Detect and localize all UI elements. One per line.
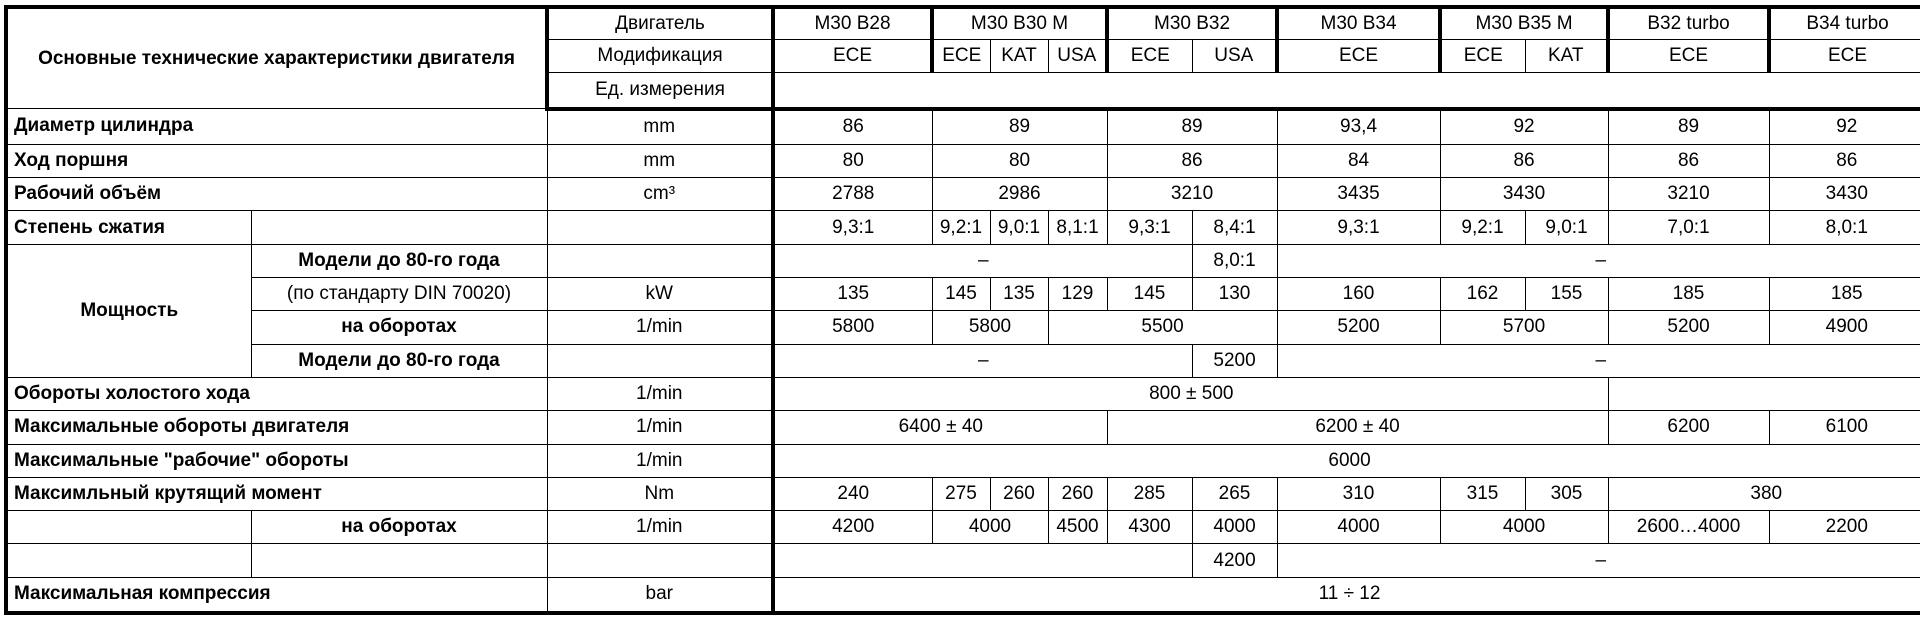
table-title: Основные технические характеристики двигателя [6,7,547,109]
value-cell: 2200 [1769,511,1920,544]
value-cell: 11 ÷ 12 [773,577,1920,613]
unit-cell: mm [547,109,773,145]
value-cell: 92 [1769,109,1920,145]
value-cell: – [773,344,1192,377]
row-label: Рабочий объём [6,178,547,211]
value-cell: 9,2:1 [1440,211,1525,244]
sub-label: Модели до 80-го года [251,244,547,277]
table-row-stroke [6,144,1920,177]
value-cell: 7,0:1 [1608,211,1769,244]
value-cell: 86 [1608,144,1769,177]
value-cell: 9,3:1 [1277,211,1440,244]
value-cell: 4300 [1107,511,1192,544]
value-cell: 8,1:1 [1048,211,1107,244]
value-cell: 84 [1277,144,1440,177]
value-cell: 2600…4000 [1608,511,1769,544]
value-cell: 5500 [1048,311,1277,344]
table-row-bore [6,109,1920,145]
value-cell: 5200 [1192,344,1277,377]
table-row-torque-rpm [6,511,1920,544]
row-label: Максимльный крутящий момент [6,477,547,510]
blank-cell [773,544,1192,577]
value-cell: 6200 [1608,411,1769,444]
value-cell: 310 [1277,477,1440,510]
unit-cell: 1/min [547,377,773,410]
table-row-power-din [6,277,1920,310]
unit-cell: Nm [547,477,773,510]
value-cell: 4500 [1048,511,1107,544]
value-cell: 93,4 [1277,109,1440,145]
row-label: Максимальная компрессия [6,577,547,613]
table-row-max-working-rpm [6,444,1920,477]
value-cell: 185 [1608,277,1769,310]
value-cell: 155 [1525,277,1608,310]
blank-cell [6,544,251,577]
sub-label: Модели до 80-го года [251,344,547,377]
table-row-torque [6,477,1920,510]
unit-cell: mm [547,144,773,177]
value-cell: 3210 [1107,178,1277,211]
unit-row-blank [773,73,1920,109]
value-cell: 89 [1608,109,1769,145]
sub-label: на оборотах [251,511,547,544]
engine-m30b35m: M30 B35 M [1440,7,1608,40]
unit-cell: 1/min [547,444,773,477]
modification-label: Модификация [547,40,773,73]
sub-label: на оборотах [251,311,547,344]
value-cell: 5200 [1608,311,1769,344]
value-cell: 185 [1769,277,1920,310]
value-cell: 3430 [1440,178,1608,211]
modification-cell: ECE [773,40,932,73]
value-cell: 8,0:1 [1192,244,1277,277]
value-cell: 4000 [1440,511,1608,544]
value-cell: 5700 [1440,311,1608,344]
engine-b32-turbo: B32 turbo [1608,7,1769,40]
value-cell: 92 [1440,109,1608,145]
value-cell: 275 [932,477,990,510]
blank-cell [251,211,547,244]
engine-m30b34: M30 B34 [1277,7,1440,40]
value-cell: 6200 ± 40 [1107,411,1608,444]
value-cell: 380 [1608,477,1920,510]
value-cell: 80 [932,144,1107,177]
row-label: Максимальные "рабочие" обороты [6,444,547,477]
value-cell: 5800 [932,311,1048,344]
row-label-power: Мощность [6,244,251,377]
unit-cell [547,244,773,277]
table-row-power-pre80-rpm [6,344,1920,377]
value-cell: 4200 [773,511,932,544]
blank-cell [251,544,547,577]
value-cell: 5200 [1277,311,1440,344]
value-cell: 5800 [773,311,932,344]
value-cell: 145 [1107,277,1192,310]
value-cell: 9,0:1 [990,211,1048,244]
value-cell: 89 [932,109,1107,145]
value-cell: 3210 [1608,178,1769,211]
value-cell: 162 [1440,277,1525,310]
sub-label: (по стандарту DIN 70020) [251,277,547,310]
value-cell: 4000 [1192,511,1277,544]
value-cell: 6000 [773,444,1920,477]
engine-m30b28: M30 B28 [773,7,932,40]
value-cell: 285 [1107,477,1192,510]
row-label: Диаметр цилиндра [6,109,547,145]
value-cell: 80 [773,144,932,177]
value-cell: 86 [1769,144,1920,177]
unit-cell [547,544,773,577]
value-cell: – [773,244,1192,277]
value-cell: 86 [1440,144,1608,177]
modification-cell: USA [1192,40,1277,73]
value-cell: 130 [1192,277,1277,310]
unit-cell: 1/min [547,511,773,544]
value-cell: – [1277,544,1920,577]
value-cell: 3430 [1769,178,1920,211]
value-cell: 6100 [1769,411,1920,444]
modification-cell: KAT [990,40,1048,73]
engine-spec-table [4,5,1920,615]
value-cell: 3435 [1277,178,1440,211]
value-cell: 86 [773,109,932,145]
value-cell: 145 [932,277,990,310]
value-cell: 9,2:1 [932,211,990,244]
value-cell: 2788 [773,178,932,211]
header-row-engines [6,7,1920,40]
modification-cell: ECE [1440,40,1525,73]
value-cell: 129 [1048,277,1107,310]
value-cell: 240 [773,477,932,510]
value-cell: 9,3:1 [1107,211,1192,244]
table-row-torque-extra [6,544,1920,577]
engine-label: Двигатель [547,7,773,40]
unit-cell: 1/min [547,411,773,444]
value-cell: 86 [1107,144,1277,177]
modification-cell: ECE [1608,40,1769,73]
modification-cell: ECE [932,40,990,73]
table-row-power-rpm [6,311,1920,344]
row-label: Степень сжатия [6,211,251,244]
value-cell: 4000 [1277,511,1440,544]
unit-cell: cm³ [547,178,773,211]
value-cell: 8,4:1 [1192,211,1277,244]
value-cell: 4200 [1192,544,1277,577]
table-row-max-rpm [6,411,1920,444]
unit-cell [547,211,773,244]
modification-cell: USA [1048,40,1107,73]
unit-cell: kW [547,277,773,310]
row-label: Ход поршня [6,144,547,177]
blank-cell [6,511,251,544]
value-cell: 135 [773,277,932,310]
table-row-power-pre80 [6,244,1920,277]
value-cell: 260 [1048,477,1107,510]
row-label: Максимальные обороты двигателя [6,411,547,444]
value-cell: 6400 ± 40 [773,411,1107,444]
modification-cell: KAT [1525,40,1608,73]
value-cell: 8,0:1 [1769,211,1920,244]
blank-cell [1608,377,1920,410]
value-cell: 2986 [932,178,1107,211]
modification-cell: ECE [1277,40,1440,73]
value-cell: 4000 [932,511,1048,544]
value-cell: 9,3:1 [773,211,932,244]
value-cell: 135 [990,277,1048,310]
engine-m30b30m: M30 B30 M [932,7,1107,40]
modification-cell: ECE [1107,40,1192,73]
value-cell: – [1277,344,1920,377]
value-cell: 9,0:1 [1525,211,1608,244]
row-label: Обороты холостого хода [6,377,547,410]
table-row-compression-ratio [6,211,1920,244]
unit-label: Ед. измерения [547,73,773,109]
unit-cell [547,344,773,377]
table-row-idle [6,377,1920,410]
value-cell: 265 [1192,477,1277,510]
table-row-displacement [6,178,1920,211]
value-cell: 89 [1107,109,1277,145]
table-row-max-compression [6,577,1920,613]
modification-cell: ECE [1769,40,1920,73]
value-cell: 160 [1277,277,1440,310]
value-cell: 260 [990,477,1048,510]
engine-b34-turbo: B34 turbo [1769,7,1920,40]
unit-cell: 1/min [547,311,773,344]
unit-cell: bar [547,577,773,613]
value-cell: 315 [1440,477,1525,510]
value-cell: 305 [1525,477,1608,510]
value-cell: 4900 [1769,311,1920,344]
value-cell: – [1277,244,1920,277]
engine-m30b32: M30 B32 [1107,7,1277,40]
value-cell: 800 ± 500 [773,377,1608,410]
